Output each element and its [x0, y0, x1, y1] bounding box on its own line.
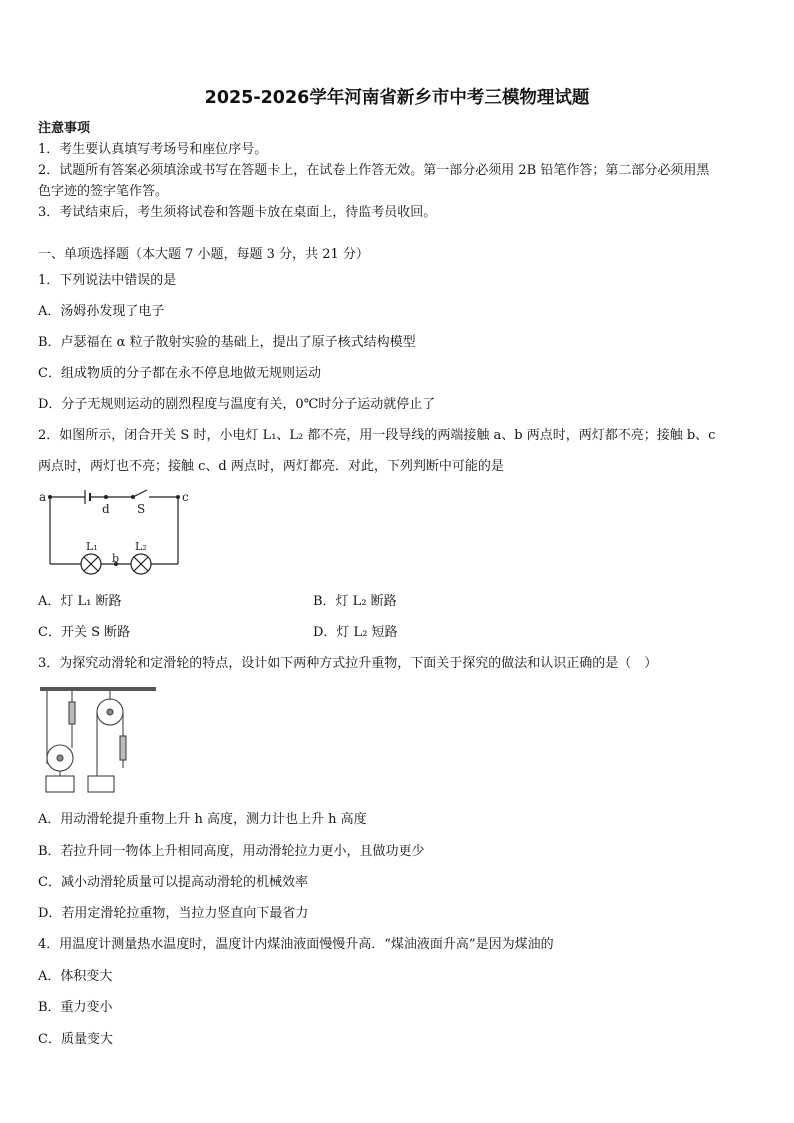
q2-circuit-diagram [36, 486, 196, 582]
q1-option-c: C．组成物质的分子都在永不停息地做无规则运动 [38, 366, 321, 381]
q4-stem: 4．用温度计测量热水温度时，温度计内煤油液面慢慢升高．“煤油液面升高”是因为煤油的 [38, 937, 554, 952]
q3-stem: 3．为探究动滑轮和定滑轮的特点，设计如下两种方式拉升重物，下面关于探究的做法和认识正确的是（ ） [38, 656, 658, 671]
q2-option-b: B．灯 L₂ 断路 [313, 594, 397, 609]
notice-item-3: 3．考试结束后，考生须将试卷和答题卡放在桌面上，待监考员收回。 [38, 205, 437, 220]
q1-option-d: D．分子无规则运动的剧烈程度与温度有关，0℃时分子运动就停止了 [38, 397, 436, 412]
q2-option-a: A．灯 L₁ 断路 [38, 594, 122, 609]
q2-option-d: D．灯 L₂ 短路 [313, 625, 398, 640]
q2-option-c: C．开关 S 断路 [38, 625, 131, 640]
q2-label-b: b [112, 552, 120, 565]
q1-option-b: B．卢瑟福在 α 粒子散射实验的基础上，提出了原子核式结构模型 [38, 335, 416, 350]
q2-label-s: S [137, 502, 146, 516]
q1-option-a: A．汤姆孙发现了电子 [38, 304, 165, 319]
q3-option-b: B．若拉升同一物体上升相同高度，用动滑轮拉力更小，且做功更少 [38, 844, 425, 859]
q2-stem-line2: 两点时，两灯也不亮；接触 c、d 两点时，两灯都亮．对此，下列判断中可能的是 [38, 459, 504, 474]
exam-title: 2025-2026学年河南省新乡市中考三模物理试题 [204, 88, 590, 108]
notice-item-2: 2．试题所有答案必须填涂或书写在答题卡上，在试卷上作答无效。第一部分必须用 2B 铅笔作答；第二部分必须用黑 [38, 163, 710, 178]
q4-option-b: B．重力变小 [38, 1000, 113, 1015]
q3-pulley-diagram [38, 684, 158, 796]
q2-label-a: a [39, 490, 47, 504]
q3-option-c: C．减小动滑轮质量可以提高动滑轮的机械效率 [38, 875, 308, 890]
q4-option-c: C．质量变大 [38, 1032, 113, 1047]
notice-item-2-cont: 色字迹的签字笔作答。 [38, 184, 169, 199]
notice-item-1: 1．考生要认真填写考场号和座位序号。 [38, 142, 268, 157]
q2-label-d: d [102, 502, 110, 516]
q4-option-a: A．体积变大 [38, 969, 113, 984]
q3-option-a: A．用动滑轮提升重物上升 h 高度，测力计也上升 h 高度 [38, 812, 367, 827]
q1-stem: 1．下列说法中错误的是 [38, 273, 177, 288]
section-heading: 一、单项选择题（本大题 7 小题，每题 3 分，共 21 分） [38, 247, 369, 262]
q3-option-d: D．若用定滑轮拉重物，当拉力竖直向下最省力 [38, 906, 309, 921]
q2-stem-line1: 2．如图所示，闭合开关 S 时，小电灯 L₁、L₂ 都不亮，用一段导线的两端接触 a、b 两点时，两灯都不亮；接触 b、c [38, 428, 716, 443]
q2-label-l1: L₁ [86, 540, 98, 553]
q2-label-l2: L₂ [135, 540, 147, 553]
notice-heading: 注意事项 [38, 121, 91, 136]
q2-label-c: c [182, 490, 189, 504]
